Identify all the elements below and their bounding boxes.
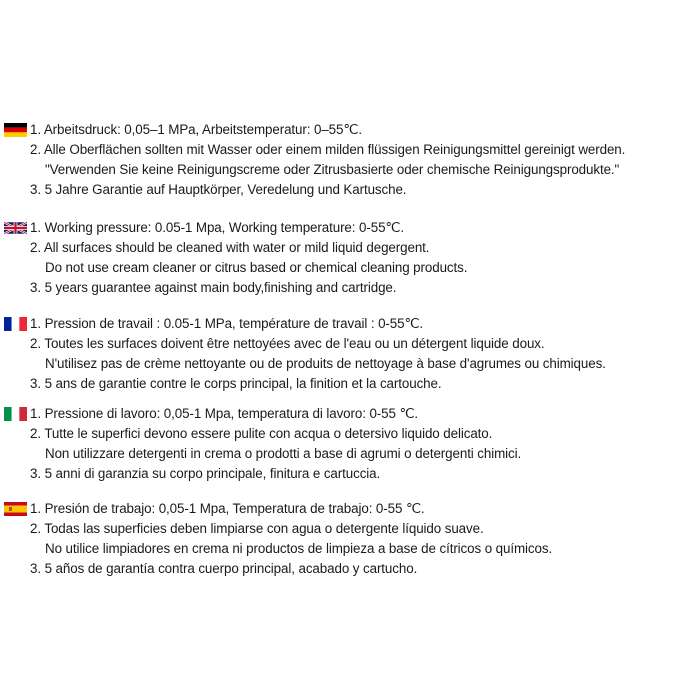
spanish-line-4: 3. 5 años de garantía contra cuerpo principal, acabado y cartucho. bbox=[30, 561, 418, 576]
german-line-1: 1. Arbeitsdruck: 0,05–1 MPa, Arbeitstemperatur: 0–55℃. bbox=[30, 122, 362, 137]
france-flag-icon bbox=[4, 317, 27, 331]
french-line-2: 2. Toutes les surfaces doivent être nettoyées avec de l'eau ou un détergent liquide doux. bbox=[30, 336, 545, 351]
french-line-3: N'utilisez pas de crème nettoyante ou de produits de nettoyage à base d'agrumes ou chimiques. bbox=[45, 356, 606, 371]
german-line-3: "Verwenden Sie keine Reinigungscreme oder Zitrusbasierte oder chemische Reinigungsprodukte." bbox=[45, 162, 620, 177]
spanish-line-1: 1. Presión de trabajo: 0,05-1 Mpa, Temperatura de trabajo: 0-55 ℃. bbox=[30, 501, 425, 516]
german-line-2: 2. Alle Oberflächen sollten mit Wasser oder einem milden flüssigen Reinigungsmittel gereinigt werden. bbox=[30, 142, 626, 157]
italian-line-1: 1. Pressione di lavoro: 0,05-1 Mpa, temperatura di lavoro: 0-55 ℃. bbox=[30, 406, 419, 421]
italy-flag-icon bbox=[4, 407, 27, 421]
english-line-3: Do not use cream cleaner or citrus based or chemical cleaning products. bbox=[45, 260, 468, 275]
spanish-line-2: 2. Todas las superficies deben limpiarse con agua o detergente líquido suave. bbox=[30, 521, 484, 536]
uk-flag-icon bbox=[4, 221, 27, 235]
spanish-line-3: No utilice limpiadores en crema ni productos de limpieza a base de cítricos o químicos. bbox=[45, 541, 553, 556]
italian-line-3: Non utilizzare detergenti in crema o prodotti a base di agrumi o detergenti chimici. bbox=[45, 446, 522, 461]
english-line-1: 1. Working pressure: 0.05-1 Mpa, Working temperature: 0-55℃. bbox=[30, 220, 404, 235]
spain-flag-icon bbox=[4, 502, 27, 516]
germany-flag-icon bbox=[4, 123, 27, 137]
german-line-4: 3. 5 Jahre Garantie auf Hauptkörper, Veredelung und Kartusche. bbox=[30, 182, 407, 197]
english-line-4: 3. 5 years guarantee against main body,finishing and cartridge. bbox=[30, 280, 397, 295]
french-line-1: 1. Pression de travail : 0.05-1 MPa, température de travail : 0-55℃. bbox=[30, 316, 424, 331]
italian-line-2: 2. Tutte le superfici devono essere pulite con acqua o detersivo liquido delicato. bbox=[30, 426, 493, 441]
italian-line-4: 3. 5 anni di garanzia su corpo principale, finitura e cartuccia. bbox=[30, 466, 381, 481]
english-line-2: 2. All surfaces should be cleaned with water or mild liquid degergent. bbox=[30, 240, 430, 255]
french-line-4: 3. 5 ans de garantie contre le corps principal, la finition et la cartouche. bbox=[30, 376, 442, 391]
